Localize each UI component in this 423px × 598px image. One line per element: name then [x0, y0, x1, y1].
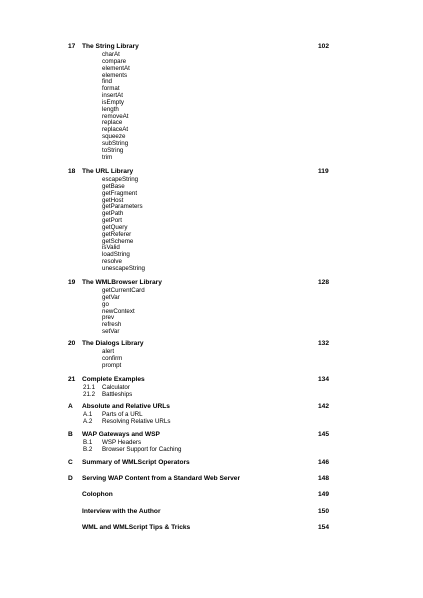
page-number: 134 [318, 376, 330, 383]
page-number: 150 [318, 508, 330, 515]
toc-heading [0, 429, 423, 441]
function-item: getBase [102, 182, 125, 190]
function-list [102, 52, 130, 162]
page-number: 128 [318, 279, 330, 286]
toc-entry-c [0, 457, 423, 469]
function-item: resolve [102, 258, 122, 266]
section-title: WML and WMLScript Tips & Tricks [82, 524, 191, 531]
function-item: setVar [102, 328, 120, 336]
function-item: removeAt [102, 112, 129, 120]
function-item: getPath [102, 210, 124, 218]
section-number: B.1 [83, 439, 93, 446]
function-item: unescapeString [102, 264, 145, 272]
page-number: 149 [318, 491, 330, 498]
section-title: WSP Headers [102, 439, 142, 446]
page-number: 102 [318, 43, 330, 50]
chapter-title: The Dialogs Library [82, 340, 144, 347]
appendix-letter: A [68, 403, 73, 410]
section-number: A.1 [83, 411, 93, 418]
function-item: toString [102, 146, 124, 154]
function-item: escapeString [102, 176, 139, 183]
function-item: isEmpty [102, 98, 125, 106]
function-item: go [102, 300, 109, 308]
function-item: refresh [102, 321, 122, 329]
function-list [102, 349, 122, 370]
toc-entry-19 [0, 277, 423, 336]
function-item: find [102, 78, 112, 86]
function-item: length [102, 105, 119, 113]
function-item: format [102, 85, 120, 93]
page-number: 145 [318, 431, 330, 438]
toc-heading [0, 166, 423, 178]
page-number: 132 [318, 340, 330, 347]
appendix-title: Absolute and Relative URLs [82, 403, 170, 410]
function-item: insertAt [102, 92, 123, 100]
toc-entry-b [0, 429, 423, 453]
function-list [102, 288, 145, 336]
section-title: Calculator [102, 384, 130, 391]
function-list [102, 177, 145, 273]
chapter-title: Complete Examples [82, 376, 145, 383]
chapter-number: 19 [68, 279, 76, 286]
function-item: getHost [102, 196, 124, 204]
appendix-title: Summary of WMLScript Operators [82, 459, 190, 466]
page-number: 148 [318, 475, 330, 482]
function-item: getFragment [102, 189, 138, 197]
toc-heading [0, 506, 423, 518]
function-item: getScheme [102, 237, 134, 245]
function-item: prev [102, 314, 115, 322]
chapter-number: 20 [68, 340, 76, 347]
function-item: getVar [102, 293, 120, 301]
toc-entry-17 [0, 41, 423, 161]
section-title: Colophon [82, 491, 113, 498]
chapter-number: 21 [68, 376, 76, 383]
function-item: newContext [102, 307, 135, 315]
chapter-number: 17 [68, 43, 76, 50]
function-item: isValid [102, 244, 120, 252]
function-item: squeeze [102, 133, 126, 141]
toc-heading [0, 457, 423, 469]
function-item: trim [102, 153, 113, 161]
toc-entry-colophon [0, 489, 423, 501]
function-item: elements [102, 71, 128, 79]
section-number: 21.2 [83, 390, 96, 398]
function-item: prompt [102, 361, 122, 369]
toc-heading [0, 41, 423, 53]
toc-heading [0, 489, 423, 501]
function-item: alert [102, 348, 115, 355]
section-title: Browser Support for Caching [102, 445, 182, 453]
toc-heading [0, 473, 423, 485]
function-item: loadString [102, 251, 130, 259]
toc-entry-d [0, 473, 423, 485]
toc-entry-a [0, 401, 423, 425]
toc-entry-18 [0, 166, 423, 272]
chapter-title: The URL Library [82, 168, 134, 175]
section-number: 21.1 [83, 384, 96, 391]
page-number: 142 [318, 403, 330, 410]
section-title: Interview with the Author [82, 508, 161, 515]
page-number: 154 [318, 524, 330, 531]
chapter-title: The WMLBrowser Library [82, 279, 162, 286]
section-number: A.2 [83, 417, 93, 425]
section-number: B.2 [83, 445, 93, 453]
function-item: getCurrentCard [102, 287, 145, 294]
page-number: 146 [318, 459, 330, 466]
toc-heading [0, 401, 423, 413]
function-item: getParameters [102, 203, 143, 211]
toc-entry-tips [0, 522, 423, 534]
appendix-title: WAP Gateways and WSP [82, 431, 160, 438]
toc-heading [0, 522, 423, 534]
function-item: getPort [102, 217, 122, 225]
section-title: Parts of a URL [102, 411, 143, 418]
toc-entry-20 [0, 338, 423, 369]
chapter-number: 18 [68, 168, 76, 175]
section-title: Battleships [102, 390, 133, 398]
toc-entry-21 [0, 374, 423, 398]
toc-heading [0, 374, 423, 386]
function-item: compare [102, 57, 127, 65]
function-item: getReferer [102, 230, 132, 238]
appendix-letter: B [68, 431, 73, 438]
function-item: getQuery [102, 223, 128, 231]
chapter-title: The String Library [82, 43, 139, 50]
appendix-title: Serving WAP Content from a Standard Web Server [82, 475, 241, 482]
function-item: replaceAt [102, 126, 129, 134]
toc-entry-interview [0, 506, 423, 518]
appendix-letter: C [68, 459, 73, 466]
function-item: elementAt [102, 64, 130, 72]
appendix-letter: D [68, 475, 73, 482]
section-title: Resolving Relative URLs [102, 417, 171, 425]
page-number: 119 [318, 168, 329, 175]
function-item: confirm [102, 354, 123, 362]
toc-heading [0, 338, 423, 350]
function-item: charAt [102, 51, 120, 58]
function-item: subString [102, 139, 129, 147]
toc-heading [0, 277, 423, 289]
function-item: replace [102, 119, 123, 127]
